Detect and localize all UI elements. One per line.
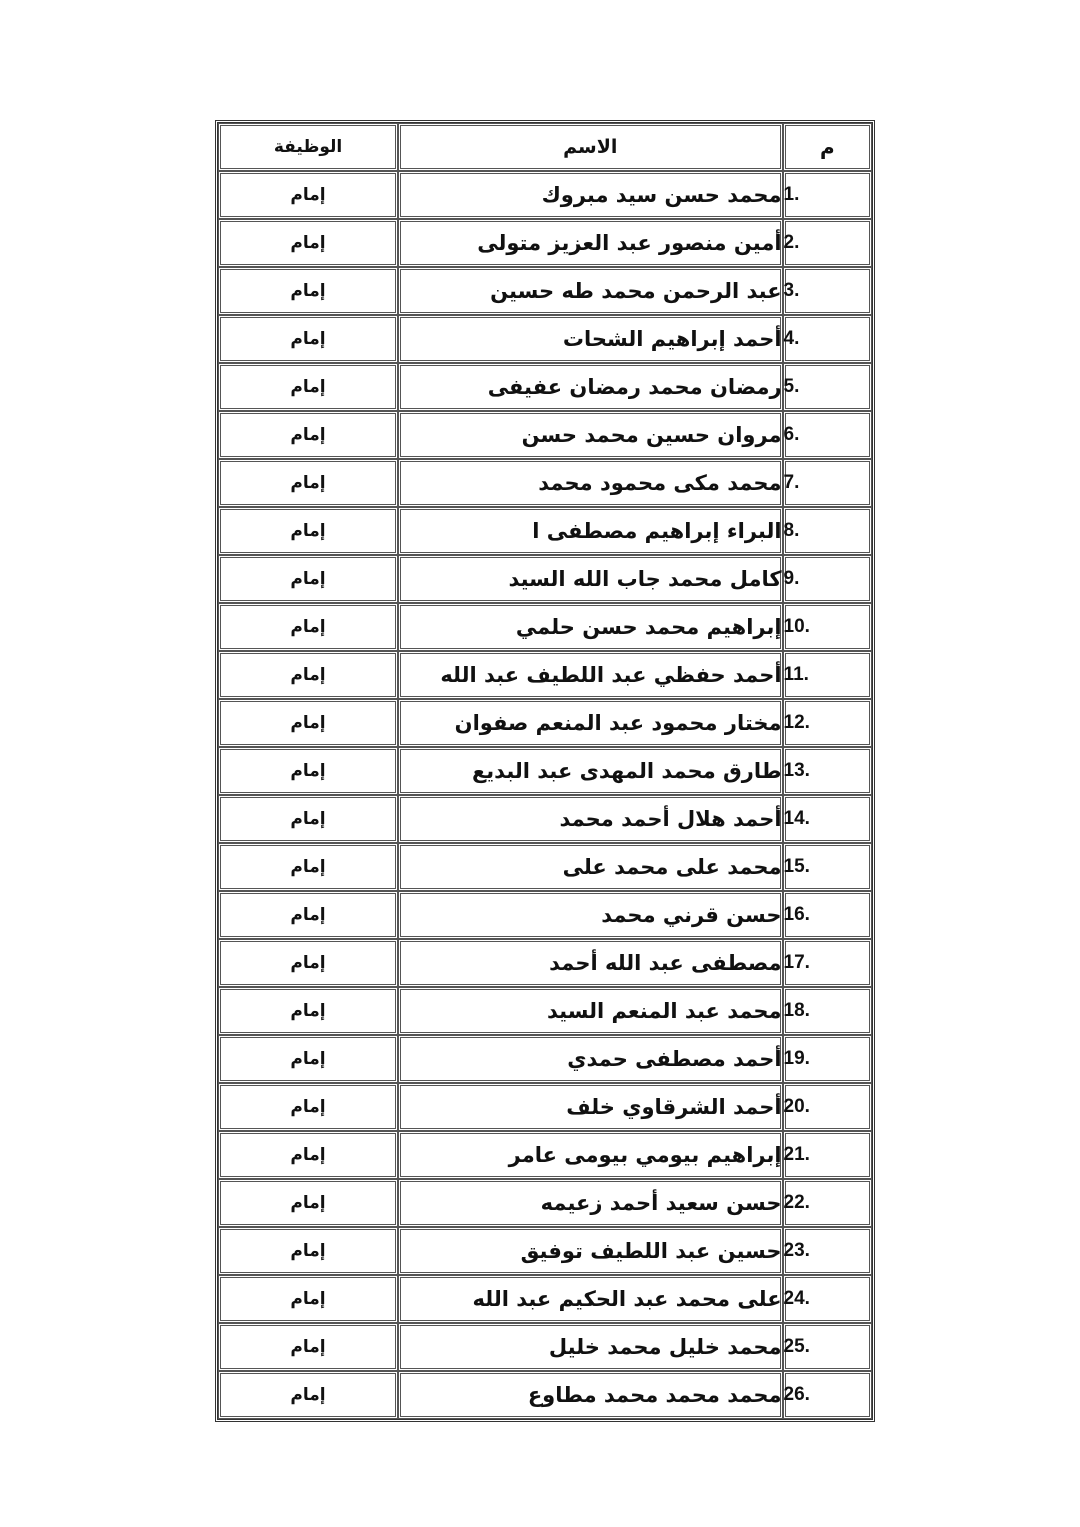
row-number: 3. xyxy=(783,267,872,315)
row-number: 16. xyxy=(783,891,872,939)
table-row xyxy=(218,603,872,651)
person-name: محمد خليل محمد خليل xyxy=(398,1323,783,1371)
row-number: 20. xyxy=(783,1083,872,1131)
person-name: أمين منصور عبد العزيز متولى xyxy=(398,219,783,267)
person-name: عبد الرحمن محمد طه حسين xyxy=(398,267,783,315)
table-row xyxy=(218,651,872,699)
row-number: 13. xyxy=(783,747,872,795)
person-name: حسن سعيد أحمد زعيمه xyxy=(398,1179,783,1227)
row-number: 4. xyxy=(783,315,872,363)
job-title: إمام xyxy=(218,939,398,987)
table-row xyxy=(218,555,872,603)
job-title: إمام xyxy=(218,459,398,507)
job-title: إمام xyxy=(218,171,398,219)
table-row xyxy=(218,315,872,363)
row-number: 22. xyxy=(783,1179,872,1227)
table-header-row xyxy=(218,123,872,171)
job-title: إمام xyxy=(218,555,398,603)
row-number: 25. xyxy=(783,1323,872,1371)
row-number: 18. xyxy=(783,987,872,1035)
person-name: أحمد إبراهيم الشحات xyxy=(398,315,783,363)
person-name: حسين عبد اللطيف توفيق xyxy=(398,1227,783,1275)
header-name: الاسم xyxy=(398,123,783,171)
table-row xyxy=(218,219,872,267)
person-name: أحمد هلال أحمد محمد xyxy=(398,795,783,843)
person-name: محمد حسن سيد مبروك xyxy=(398,171,783,219)
person-name: طارق محمد المهدى عبد البديع xyxy=(398,747,783,795)
job-title: إمام xyxy=(218,603,398,651)
job-title: إمام xyxy=(218,1227,398,1275)
table-row xyxy=(218,1275,872,1323)
job-title: إمام xyxy=(218,219,398,267)
row-number: 5. xyxy=(783,363,872,411)
row-number: 23. xyxy=(783,1227,872,1275)
person-name: محمد محمد محمد مطاوع xyxy=(398,1371,783,1419)
table-row xyxy=(218,795,872,843)
row-number: 21. xyxy=(783,1131,872,1179)
table-row xyxy=(218,843,872,891)
table-row xyxy=(218,987,872,1035)
person-name: أحمد مصطفى حمدي xyxy=(398,1035,783,1083)
person-name: على محمد عبد الحكيم عبد الله xyxy=(398,1275,783,1323)
row-number: 19. xyxy=(783,1035,872,1083)
person-name: حسن قرني محمد xyxy=(398,891,783,939)
table-row xyxy=(218,459,872,507)
person-name: البراء إبراهيم مصطفى ا xyxy=(398,507,783,555)
header-number: م xyxy=(783,123,872,171)
job-title: إمام xyxy=(218,843,398,891)
row-number: 26. xyxy=(783,1371,872,1419)
job-title: إمام xyxy=(218,987,398,1035)
person-name: محمد عبد المنعم السيد xyxy=(398,987,783,1035)
job-title: إمام xyxy=(218,1131,398,1179)
table-row xyxy=(218,939,872,987)
job-title: إمام xyxy=(218,507,398,555)
job-title: إمام xyxy=(218,411,398,459)
table-row xyxy=(218,507,872,555)
job-title: إمام xyxy=(218,1371,398,1419)
row-number: 6. xyxy=(783,411,872,459)
table-body xyxy=(218,171,872,1419)
person-name: مصطفى عبد الله أحمد xyxy=(398,939,783,987)
table-row xyxy=(218,699,872,747)
job-title: إمام xyxy=(218,1323,398,1371)
person-name: إبراهيم بيومي بيومى عامر xyxy=(398,1131,783,1179)
row-number: 8. xyxy=(783,507,872,555)
job-title: إمام xyxy=(218,315,398,363)
table-row xyxy=(218,1371,872,1419)
row-number: 12. xyxy=(783,699,872,747)
job-title: إمام xyxy=(218,1035,398,1083)
row-number: 7. xyxy=(783,459,872,507)
table-row xyxy=(218,363,872,411)
person-name: مختار محمود عبد المنعم صفوان xyxy=(398,699,783,747)
row-number: 24. xyxy=(783,1275,872,1323)
row-number: 17. xyxy=(783,939,872,987)
table-row xyxy=(218,891,872,939)
job-title: إمام xyxy=(218,1083,398,1131)
table-row xyxy=(218,1035,872,1083)
row-number: 15. xyxy=(783,843,872,891)
person-name: إبراهيم محمد حسن حلمي xyxy=(398,603,783,651)
person-name: محمد على محمد على xyxy=(398,843,783,891)
job-title: إمام xyxy=(218,651,398,699)
person-name: رمضان محمد رمضان عفيفى xyxy=(398,363,783,411)
job-title: إمام xyxy=(218,267,398,315)
table-row xyxy=(218,1323,872,1371)
row-number: 2. xyxy=(783,219,872,267)
imams-table xyxy=(215,120,875,1422)
table-row xyxy=(218,411,872,459)
job-title: إمام xyxy=(218,747,398,795)
row-number: 1. xyxy=(783,171,872,219)
job-title: إمام xyxy=(218,1275,398,1323)
person-name: مروان حسين محمد حسن xyxy=(398,411,783,459)
table-row xyxy=(218,171,872,219)
job-title: إمام xyxy=(218,795,398,843)
row-number: 9. xyxy=(783,555,872,603)
job-title: إمام xyxy=(218,363,398,411)
header-job: الوظيفة xyxy=(218,123,398,171)
job-title: إمام xyxy=(218,699,398,747)
table-row xyxy=(218,1227,872,1275)
table-row xyxy=(218,1179,872,1227)
person-name: أحمد حفظي عبد اللطيف عبد الله xyxy=(398,651,783,699)
table-row xyxy=(218,1131,872,1179)
person-name: محمد مكى محمود محمد xyxy=(398,459,783,507)
table-row xyxy=(218,747,872,795)
person-name: أحمد الشرقاوي خلف xyxy=(398,1083,783,1131)
row-number: 10. xyxy=(783,603,872,651)
job-title: إمام xyxy=(218,891,398,939)
job-title: إمام xyxy=(218,1179,398,1227)
table-row xyxy=(218,1083,872,1131)
person-name: كامل محمد جاب الله السيد xyxy=(398,555,783,603)
row-number: 11. xyxy=(783,651,872,699)
row-number: 14. xyxy=(783,795,872,843)
table-row xyxy=(218,267,872,315)
